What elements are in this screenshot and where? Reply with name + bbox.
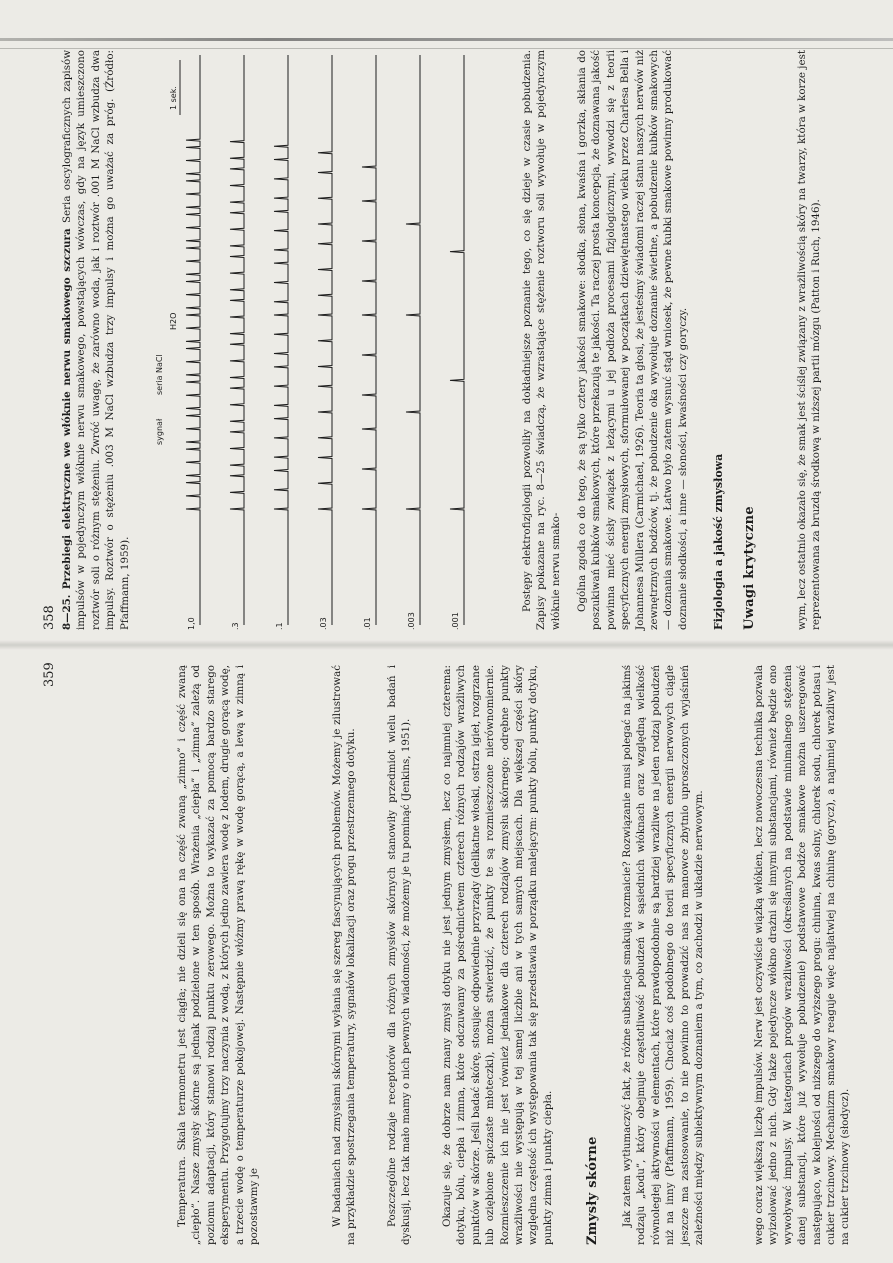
page-number: 358 (42, 605, 57, 630)
trace-label: .3 (231, 622, 240, 630)
subsection-title: Fizjologia a jakość zmysłowa (712, 453, 725, 630)
paragraph-2: Postępy elektrofizjologii pozwoliły na dokładniejsze poznanie tego, co się dzieje w czasie pobudzenia. Zapisy pokazane na ryc. 8—25 świadczą, że wzrastające stężenie roztworu soli wywołuje w pojedynczym włóknie nerwu smako- (521, 50, 562, 630)
caption-title: Przebiegi elektryczne we włóknie nerwu smakowego szczura (61, 228, 73, 590)
trace-label: .03 (319, 617, 328, 630)
section-title: Uwagi krytyczne (742, 506, 757, 630)
trace-line (450, 55, 464, 625)
paragraph-1: wego coraz większą liczbę impulsów. Nerw jest oczywiście wiązką włókien, lecz nowoczesna technika pozwala wyizolować jedno z nich. Gdy także pojedyncze włókno drażni się innymi substancjami, również będzie ono wywoływać impulsy. W kategoriach progów wrażliwości (określanych na podstawie minimalnego stężenia danej substancji, które już wywołuje pobudzenie) podstawowe bodźce smakowe można uszeregować następująco, w kolejności od niższego do wyższego progu: chinina, kwas solny, chlorek sodu, chlorek potasu i cukier trzcinowy. Mechanizm smakowy reaguje więc najłatwiej na chininę (gorycz), a najmniej wrażliwy jest na cukier trzcinowy (słodycz). (753, 665, 852, 1245)
page-359 (0, 655, 893, 1255)
series-label: seria NaCl (155, 354, 164, 395)
oscillograph-figure (150, 50, 505, 630)
trace-line (274, 55, 288, 625)
book-fold (0, 640, 893, 650)
paragraph-5: W badaniach nad zmysłami skórnymi wyłania się szereg fascynujących problemów. Możemy je zilustrować na przykładzie spostrzegania temperatury, sygnałów lokalizacji oraz progu przestrzennego dotyku. (331, 665, 358, 1245)
trace-line (318, 55, 332, 625)
paragraph-2: Jak zatem wytłumaczyć fakt, że różne substancje smakują rozmaicie? Rozwiązanie musi polegać na jakimś rodzaju „kodu”, który obejmuje częstotliwość pobudzeń w sąsiednich włóknach oraz względną wielkość równoległej aktywności w elementach, które prawdopodobnie są bardziej wrażliwe na jeden rodzaj pobudzeń niż na inny (Pfaffmann, 1959). Chociaż coś podobnego do teorii specyficznych energii nerwowych ciągle jeszcze ma zastosowanie, to nie powinno to prowadzić nas na manowce zbytnio uproszczonych wyjaśnień zależności między subiektywnym doznaniem a tym, co zachodzi w układzie nerwowym. (621, 665, 706, 1245)
trace-line (186, 55, 200, 625)
paragraph-4: Poszczególne rodzaje receptorów dla różnych zmysłów skórnych stanowiły przedmiot wielu badań i dyskusji, lecz tak mało mamy o nich pewnych wiadomości, że możemy je tu pominąć (Jenkins, 1951). (386, 665, 413, 1245)
trace-line (362, 55, 376, 625)
trace-label: .01 (363, 617, 372, 630)
paragraph-3: Okazuje się, że dobrze nam znany zmysł dotyku nie jest jednym zmysłem, lecz co najmniej czterema: dotyku, bólu, ciepła i zimna, które odczuwamy za pośrednictwem czterech różnych rodzajów wrażliwych punktów w skórze. Jeśli badać skórę, stosując odpowiednie przyrządy (delikatne włoski, ostrza igieł, rozgrzane lub oziębione spiczaste młoteczki), można stwierdzić, że punkty te są rozmieszczone nierównomiernie. Rozmieszczenie ich nie jest również jednakowe dla czterech rodzajów zmysłu skórnego; odrębne punkty wrażliwości nie występują w tej samej liczbie ani w tych samych miejscach. Dla większej części skóry względna częstość ich występowania tak się przedstawia w porządku malejącym: punkty bólu, punkty dotyku, punkty zimna i punkty ciepła. (441, 665, 554, 1245)
time-scale-label: 1 sek. (169, 86, 178, 110)
intro-paragraph: wym, lecz ostatnio okazało się, że smak jest ściślej związany z wrażliwością skóry na twarzy, która w korze jest reprezentowana za bruzdą środkową w niższej partii mózgu (Patton i Ruch, 1946). (796, 50, 823, 630)
caption-text: Seria oscylograficznych zapisów impulsów w pojedynczym włóknie nerwu smakowego, powstających wówczas, gdy na język umieszczono roztwór soli o różnym stężeniu. Zwróć uwagę, że zarówno woda, jak i roztwór .001 M NaCl wzbudza dwa impulsy. Roztwór o stężeniu .003 M NaCl wzbudza trzy impulsy i można go uważać za próg. (Źródło: Pfaffmann, 1959). (61, 49, 131, 630)
figure-caption (60, 50, 132, 630)
trace-line (406, 55, 420, 625)
trace-label: .001 (451, 612, 460, 630)
trace-label: .003 (407, 612, 416, 630)
caption-number: 8—25. (61, 594, 73, 630)
trace-line (230, 55, 244, 625)
stimulus-label: sygnał (155, 418, 164, 445)
trace-label: .1 (275, 622, 284, 630)
page-358 (0, 40, 893, 640)
water-label: H2O (169, 312, 178, 330)
paragraph-6: Temperatura. Skala termometru jest ciągła; nie dzieli się ona na część zwaną „zimno” i część zwaną „ciepło”. Nasze zmysły skórne są jednak podzielone w ten sposób. Wrażenia „ciepła” i „zimna” zależą od poziomu adaptacji, który stanowi rodzaj punktu zerowego. Można to wykazać za pomocą bardzo starego eksperymentu. Przygotujmy trzy naczynia z wodą, z których jedno zawiera wodę z lodem, drugie gorącą wodę, a trzecie wodę o temperaturze pokojowej. Następnie włóżmy prawą rękę w wodę gorącą, a lewą w zimną i pozostawmy je (176, 665, 261, 1245)
page-number: 359 (42, 662, 57, 687)
paragraph-1: Ogólna zgoda co do tego, że są tylko cztery jakości smakowe: słodka, słona, kwaśna i gorzka, skłania do poszukiwań kubków smakowych, które przekazują te jakości. Ta raczej prosta koncepcja, że doznawana jakość powinna mieć ścisły związek z leżącymi u jej podłoża procesami fizjologicznymi, wywodzi się z teorii specyficznych energii zmysłowych, sformułowanej w początkach dziewiętnastego wieku przez Charlesa Bella i Johannesa Müllera (Carmichael, 1926). Teoria ta głosi, że jesteśmy świadomi raczej stanu naszych nerwów niż zewnętrznych bodźców, tj. że pobudzenie oka wywołuje doznanie świetlne, a pobudzenie kubków smakowych — doznania smakowe. Łatwo było zatem wysnuć stąd wniosek, że pewne kubki smakowe powinny produkować doznanie słodkości, a inne — słoności, kwaśności czy goryczy. (576, 50, 689, 630)
trace-label: 1,0 (187, 617, 196, 630)
section-title: Zmysły skórne (585, 1136, 600, 1245)
